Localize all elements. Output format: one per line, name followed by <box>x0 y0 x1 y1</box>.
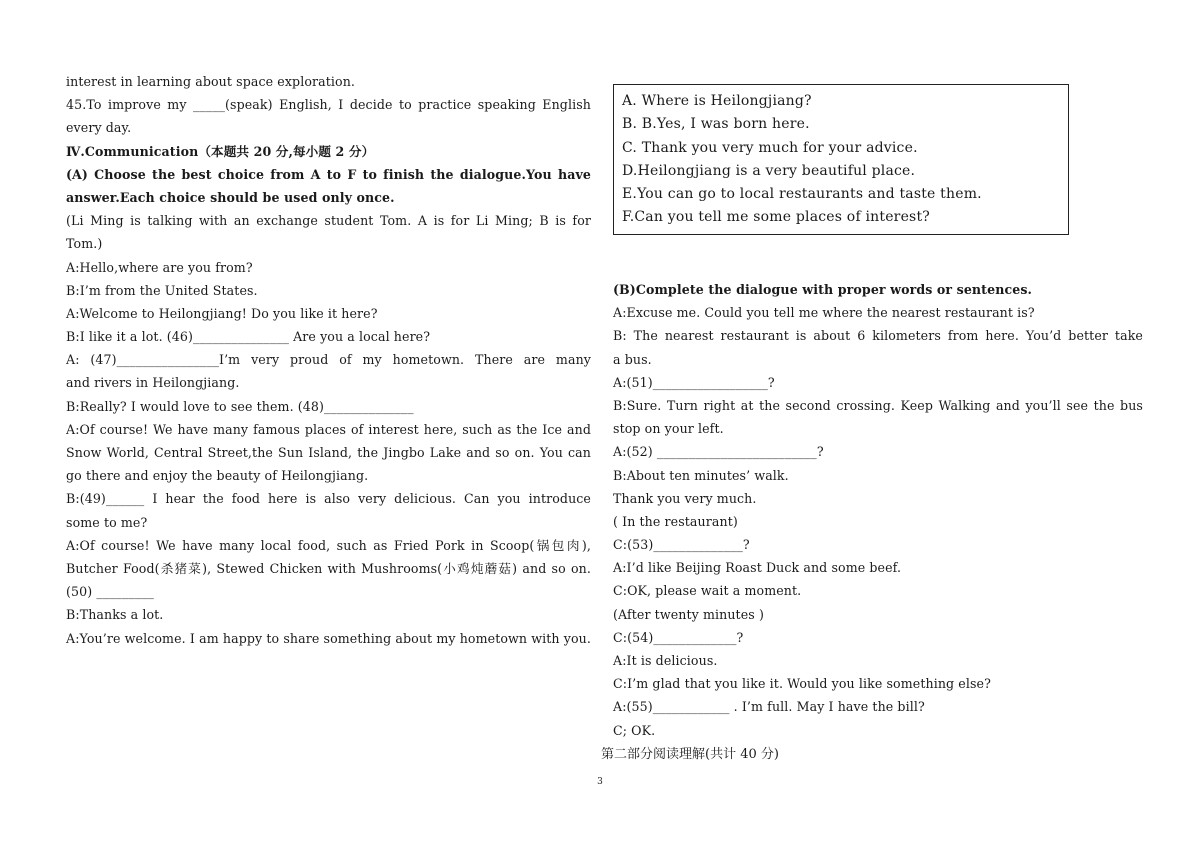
right-text-line: A:(55)____________ . I’m full. May I have the bill? <box>613 699 925 715</box>
left-text-line: Ⅳ.Communication（本题共 20 分,每小题 2 分） <box>66 143 375 159</box>
left-text-line: 45.To improve my _____(speak) English, I decide to practice speaking English <box>66 97 591 113</box>
left-text-line: every day. <box>66 120 132 136</box>
right-text-line: stop on your left. <box>613 421 724 437</box>
left-text-line: B:Really? I would love to see them. (48)______________ <box>66 398 414 414</box>
left-text-line: (Li Ming is talking with an exchange student Tom. A is for Li Ming; B is for <box>66 213 591 229</box>
right-text-line: C:(54)_____________? <box>613 629 744 645</box>
right-text-line: A:(51)__________________? <box>613 374 775 390</box>
left-text-line: A:Of course! We have many local food, such as Fried Pork in Scoop(锅包肉), <box>66 537 591 553</box>
right-text-line: A:It is delicious. <box>613 653 718 668</box>
left-column <box>66 70 591 650</box>
left-text-line: A:Welcome to Heilongjiang! Do you like it here? <box>66 305 378 321</box>
right-text-line: C:(53)______________? <box>613 537 750 553</box>
left-text-line: B:Thanks a lot. <box>66 607 164 623</box>
right-text-line: C; OK. <box>613 722 656 738</box>
page-number: 3 <box>597 777 603 787</box>
left-text-line: Butcher Food(杀猪菜), Stewed Chicken with Mushrooms(小鸡炖蘑菇) and so on. <box>66 560 591 576</box>
left-text-line: A:Hello,where are you from? <box>66 259 253 275</box>
left-text-line: B:I’m from the United States. <box>66 282 258 298</box>
choice-option: C. Thank you very much for your advice. <box>622 139 918 156</box>
choice-box <box>613 84 1069 235</box>
right-text-line: ( In the restaurant) <box>613 513 738 529</box>
right-column <box>613 278 1143 742</box>
left-text-line: (50) _________ <box>66 584 154 600</box>
right-text-line: (B)Complete the dialogue with proper words or sentences. <box>613 282 1033 297</box>
choice-option: F.Can you tell me some places of interest? <box>622 209 930 226</box>
right-text-line: A:Excuse me. Could you tell me where the nearest restaurant is? <box>613 305 1035 321</box>
choice-option: D.Heilongjiang is a very beautiful place. <box>622 162 916 179</box>
choice-option: B. B.Yes, I was born here. <box>622 116 810 133</box>
left-text-line: answer.Each choice should be used only once. <box>66 189 395 205</box>
left-text-line: interest in learning about space exploration. <box>66 74 356 89</box>
left-text-line: (A) Choose the best choice from A to F to finish the dialogue.You have <box>66 166 591 182</box>
left-text-line: A: (47)________________I’m very proud of my hometown. There are many <box>66 352 591 368</box>
right-text-line: a bus. <box>613 351 652 367</box>
left-text-line: and rivers in Heilongjiang. <box>66 375 240 391</box>
right-text-line: C:I’m glad that you like it. Would you like something else? <box>613 676 991 692</box>
left-text-line: B:(49)______ I hear the food here is also very delicious. Can you introduce <box>66 491 591 507</box>
right-text-line: A:(52) _________________________? <box>613 444 824 460</box>
left-text-line: A:Of course! We have many famous places of interest here, such as the Ice and <box>66 421 591 437</box>
left-text-line: go there and enjoy the beauty of Heilongjiang. <box>66 468 369 484</box>
section-title: 第二部分阅读理解(共计 40 分) <box>601 747 779 762</box>
right-text-line: B:Sure. Turn right at the second crossing. Keep Walking and you’ll see the bus <box>613 397 1143 413</box>
right-text-line: (After twenty minutes ) <box>613 606 764 622</box>
left-text-line: some to me? <box>66 514 148 530</box>
right-text-line: A:I’d like Beijing Roast Duck and some beef. <box>613 560 902 576</box>
right-text-line: C:OK, please wait a moment. <box>613 583 802 599</box>
left-text-line: Tom.) <box>66 236 103 252</box>
left-text-line: B:I like it a lot. (46)_______________ Are you a local here? <box>66 329 431 345</box>
left-text-line: Snow World, Central Street,the Sun Island, the Jingbo Lake and so on. You can <box>66 445 591 460</box>
right-text-line: B:About ten minutes’ walk. <box>613 467 789 483</box>
choice-option: E.You can go to local restaurants and taste them. <box>622 186 982 203</box>
right-text-line: B: The nearest restaurant is about 6 kilometers from here. You’d better take <box>613 328 1143 344</box>
left-text-line: A:You’re welcome. I am happy to share something about my hometown with you. <box>66 630 591 646</box>
choice-option: A. Where is Heilongjiang? <box>622 93 812 109</box>
right-text-line: Thank you very much. <box>613 490 757 506</box>
